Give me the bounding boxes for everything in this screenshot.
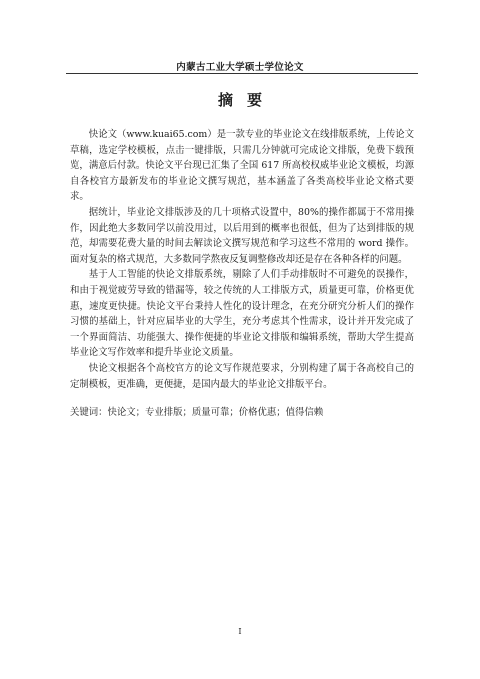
page-number: I [238,627,242,636]
header-divider [66,73,418,74]
abstract-paragraph: 据统计，毕业论文排版涉及的几十项格式设置中，80%的操作都属于不常用操作，因此绝大多数同学以前没用过，以后用到的概率也很低，但为了达到排版的规范，却需要花费大量的时间去解读论文撰写规范和学习这些不常用的 word 操作。面对复杂的格式规范，大多数同学熬夜反复调整修改却还是存在各种各样的问题。 [70,206,414,265]
abstract-paragraph: 基于人工智能的快论文排版系统，剔除了人们手动排版时不可避免的误操作，和由于视觉疲劳导致的错漏等，较之传统的人工排版方式，质量更可靠，价格更优惠，速度更快捷。快论文平台秉持人性化的设计理念，在充分研究分析人们的操作习惯的基础上，针对应届毕业的大学生，充分考虑其个性需求，设计并开发完成了一个界面简洁、功能强大、操作便捷的毕业论文排版和编辑系统，帮助大学生提高毕业论文写作效率和提升毕业论文质量。 [70,269,414,359]
abstract-title: 摘要 [217,91,276,109]
abstract-paragraph: 快论文（www.kuai65.com）是一款专业的毕业论文在线排版系统，上传论文草稿，选定学校模板，点击一键排版，只需几分钟就可完成论文排版，免费下载预览，满意后付款。快论文平台现已汇集了全国 617 所高校权威毕业论文模板，均源自各校官方最新发布的毕业论文撰写规范，基本涵盖了各类高校毕业论文格式要求。 [70,129,414,203]
keywords-line: 关键词：快论文；专业排版；质量可靠；价格优惠；值得信赖 [70,407,324,419]
abstract-paragraph: 快论文根据各个高校官方的论文写作规范要求，分别构建了属于各高校自己的定制模板，更准确，更便捷，是国内最大的毕业论文排版平台。 [70,362,414,390]
abstract-body [70,127,414,421]
running-header: 内蒙古工业大学硕士学位论文 [176,62,304,73]
